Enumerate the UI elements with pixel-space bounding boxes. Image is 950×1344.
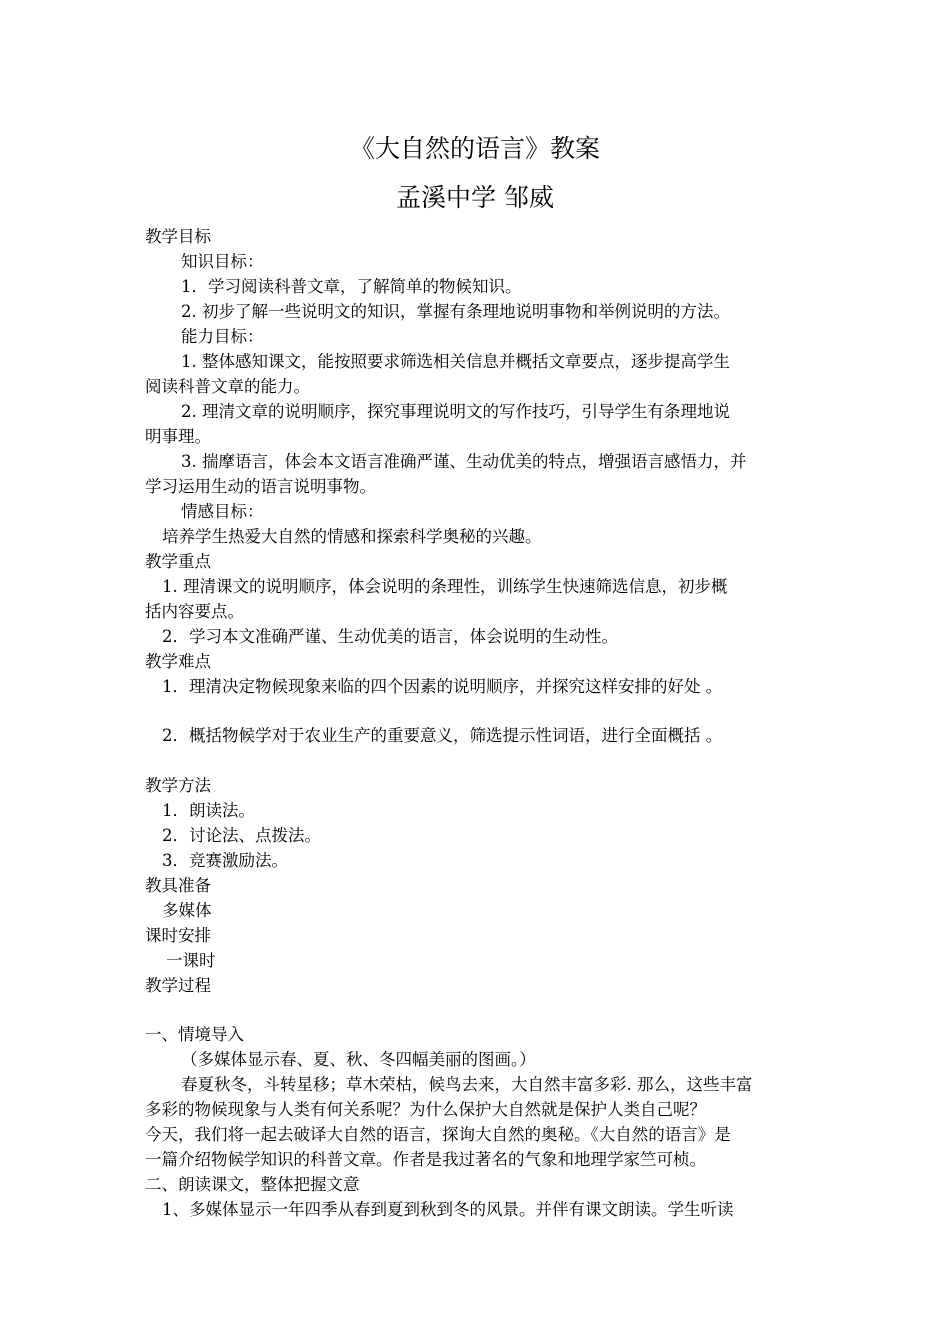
subsection-heading: 一、情境导入 (145, 1025, 244, 1044)
subsection-heading: 知识目标： (181, 252, 264, 271)
text-line: 明事理。 (145, 427, 211, 446)
section-heading: 课时安排 (145, 926, 211, 945)
text-line: 多彩的物候现象与人类有何关系呢？为什么保护大自然就是保护人类自己呢？ (145, 1100, 706, 1119)
text-line: 培养学生热爱大自然的情感和探索科学奥秘的兴趣。 (162, 527, 542, 546)
text-line: 2．学习本文准确严谨、生动优美的语言，体会说明的生动性。 (162, 627, 618, 646)
text-line: 一课时 (166, 951, 216, 970)
list-item: 1．朗读法。 (162, 801, 255, 820)
text-line: 1、多媒体显示一年四季从春到夏到秋到冬的风景。并伴有课文朗读。学生听读 (162, 1200, 734, 1219)
text-line: 多媒体 (162, 901, 212, 920)
section-heading: 教学难点 (145, 652, 211, 671)
list-item: 3．竞赛激励法。 (162, 851, 288, 870)
text-line: 春夏秋冬，斗转星移；草木荣枯，候鸟去来，大自然丰富多彩. 那么，这些丰富 (181, 1075, 753, 1094)
section-heading: 教学重点 (145, 552, 211, 571)
document-author: 孟溪中学 邹威 (396, 183, 554, 212)
text-line: 1. 理清课文的说明顺序，体会说明的条理性，训练学生快速筛选信息，初步概 (162, 577, 728, 596)
list-item: 2．讨论法、点拨法。 (162, 826, 321, 845)
section-heading: 教学目标 (145, 227, 211, 246)
document-title: 《大自然的语言》教案 (349, 134, 600, 163)
text-line: 3. 揣摩语言，体会本文语言准确严谨、生动优美的特点，增强语言感悟力，并 (181, 452, 747, 471)
subsection-heading: 情感目标： (181, 502, 264, 521)
text-line: 阅读科普文章的能力。 (145, 377, 310, 396)
subsection-heading: 能力目标： (181, 327, 264, 346)
section-heading: 教学方法 (145, 776, 211, 795)
section-heading: 教具准备 (145, 876, 211, 895)
text-line: 1. 整体感知课文，能按照要求筛选相关信息并概括文章要点，逐步提高学生 (181, 352, 730, 371)
text-line: 2．概括物候学对于农业生产的重要意义，筛选提示性词语，进行全面概括 。 (162, 726, 723, 745)
section-heading: 教学过程 (145, 976, 211, 995)
text-line: 2. 理清文章的说明顺序，探究事理说明文的写作技巧，引导学生有条理地说 (181, 402, 730, 421)
text-line: 一篇介绍物候学知识的科普文章。作者是我过著名的气象和地理学家竺可桢。 (145, 1150, 706, 1169)
text-line: 学习运用生动的语言说明事物。 (145, 477, 376, 496)
subsection-heading: 二、朗读课文，整体把握文意 (145, 1175, 360, 1194)
text-line: 括内容要点。 (145, 602, 244, 621)
text-line: 2. 初步了解一些说明文的知识，掌握有条理地说明事物和举例说明的方法。 (181, 302, 730, 321)
text-line: （多媒体显示春、夏、秋、冬四幅美丽的图画。） (181, 1050, 536, 1069)
text-line: 1．理清决定物候现象来临的四个因素的说明顺序，并探究这样安排的好处 。 (162, 677, 723, 696)
text-line: 今天，我们将一起去破译大自然的语言，探询大自然的奥秘。《大自然的语言》是 (145, 1125, 731, 1144)
text-line: 1．学习阅读科普文章，了解简单的物候知识。 (181, 277, 522, 296)
